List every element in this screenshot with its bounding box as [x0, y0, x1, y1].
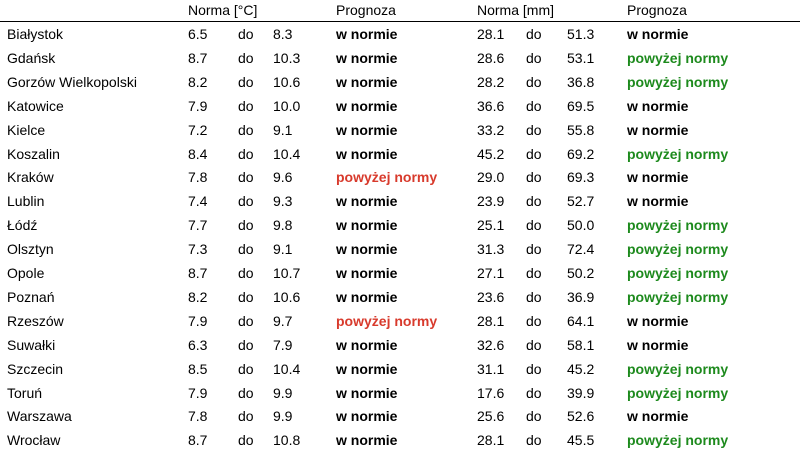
temperature-norm-max: 7.9	[273, 336, 293, 353]
temperature-range-connector: do	[238, 121, 254, 138]
precipitation-norm-max: 52.6	[567, 408, 595, 425]
city-name: Gdańsk	[7, 49, 56, 66]
temperature-forecast-status: w normie	[336, 288, 398, 305]
temperature-range-connector: do	[238, 26, 254, 42]
precipitation-norm-min: 33.2	[477, 121, 505, 138]
city-name: Olsztyn	[7, 241, 54, 258]
city-name: Warszawa	[7, 408, 72, 425]
temperature-forecast-status: w normie	[336, 145, 398, 162]
precipitation-forecast-status: w normie	[627, 312, 689, 329]
precipitation-forecast-status: w normie	[627, 408, 689, 425]
city-name: Toruń	[7, 384, 43, 401]
precipitation-forecast-status: powyżej normy	[627, 217, 729, 234]
precipitation-range-connector: do	[526, 432, 542, 449]
temperature-range-connector: do	[238, 312, 254, 329]
city-name: Suwałki	[7, 336, 56, 353]
table-row	[0, 94, 800, 118]
temperature-forecast-status: w normie	[336, 193, 398, 210]
header-precipitation-norm: Norma [mm]	[477, 2, 554, 18]
precipitation-forecast-status: powyżej normy	[627, 288, 729, 305]
temperature-norm-max: 10.4	[273, 360, 301, 377]
city-name: Gorzów Wielkopolski	[7, 73, 137, 90]
precipitation-norm-min: 29.0	[477, 169, 505, 186]
temperature-norm-min: 7.7	[188, 217, 208, 234]
temperature-forecast-status: w normie	[336, 26, 398, 42]
precipitation-norm-min: 27.1	[477, 265, 505, 281]
temperature-range-connector: do	[238, 169, 254, 186]
temperature-forecast-status: w normie	[336, 265, 398, 281]
precipitation-range-connector: do	[526, 73, 542, 90]
precipitation-range-connector: do	[526, 169, 542, 186]
temperature-norm-max: 10.0	[273, 97, 301, 114]
temperature-norm-max: 10.4	[273, 145, 301, 162]
precipitation-range-connector: do	[526, 193, 542, 210]
precipitation-range-connector: do	[526, 336, 542, 353]
table-row	[0, 285, 800, 309]
temperature-norm-min: 7.3	[188, 241, 208, 258]
precipitation-norm-min: 28.1	[477, 26, 505, 42]
header-precipitation-forecast: Prognoza	[627, 2, 687, 18]
precipitation-norm-min: 23.6	[477, 288, 505, 305]
temperature-norm-min: 7.8	[188, 408, 208, 425]
temperature-forecast-status: w normie	[336, 97, 398, 114]
city-name: Lublin	[7, 193, 45, 210]
precipitation-norm-max: 69.2	[567, 145, 595, 162]
temperature-norm-max: 9.1	[273, 121, 293, 138]
precipitation-norm-min: 31.3	[477, 241, 505, 258]
precipitation-norm-min: 32.6	[477, 336, 505, 353]
precipitation-norm-min: 36.6	[477, 97, 505, 114]
temperature-norm-min: 8.4	[188, 145, 208, 162]
city-name: Wrocław	[7, 432, 61, 449]
temperature-forecast-status: w normie	[336, 49, 398, 66]
table-row	[0, 46, 800, 70]
precipitation-forecast-status: powyżej normy	[627, 384, 729, 401]
table-header	[0, 0, 800, 22]
precipitation-norm-min: 23.9	[477, 193, 505, 210]
table-row	[0, 70, 800, 94]
city-name: Szczecin	[7, 360, 64, 377]
city-name: Kielce	[7, 121, 46, 138]
table-row	[0, 165, 800, 189]
precipitation-norm-max: 50.2	[567, 265, 595, 281]
temperature-range-connector: do	[238, 145, 254, 162]
precipitation-range-connector: do	[526, 121, 542, 138]
city-name: Łódź	[7, 217, 38, 234]
city-name: Opole	[7, 265, 45, 281]
temperature-norm-max: 10.7	[273, 265, 301, 281]
temperature-range-connector: do	[238, 49, 254, 66]
temperature-forecast-status: w normie	[336, 73, 398, 90]
header-temperature-norm: Norma [°C]	[188, 2, 258, 18]
temperature-forecast-status: w normie	[336, 360, 398, 377]
table-row	[0, 261, 800, 285]
precipitation-norm-min: 28.2	[477, 73, 505, 90]
temperature-norm-min: 7.8	[188, 169, 208, 186]
temperature-norm-max: 9.9	[273, 408, 293, 425]
temperature-forecast-status: w normie	[336, 432, 398, 449]
precipitation-norm-min: 28.1	[477, 432, 505, 449]
precipitation-forecast-status: powyżej normy	[627, 432, 729, 449]
temperature-norm-min: 6.3	[188, 336, 208, 353]
precipitation-forecast-status: w normie	[627, 336, 689, 353]
table-row	[0, 357, 800, 381]
temperature-norm-min: 7.2	[188, 121, 208, 138]
temperature-norm-min: 8.2	[188, 288, 208, 305]
precipitation-forecast-status: powyżej normy	[627, 265, 729, 281]
temperature-norm-min: 7.9	[188, 384, 208, 401]
precipitation-norm-max: 53.1	[567, 49, 595, 66]
precipitation-range-connector: do	[526, 241, 542, 258]
precipitation-norm-max: 58.1	[567, 336, 595, 353]
precipitation-norm-min: 31.1	[477, 360, 505, 377]
precipitation-norm-max: 55.8	[567, 121, 595, 138]
table-row	[0, 333, 800, 357]
precipitation-forecast-status: w normie	[627, 97, 689, 114]
temperature-norm-min: 8.7	[188, 265, 208, 281]
temperature-norm-max: 10.6	[273, 73, 301, 90]
temperature-forecast-status: w normie	[336, 241, 398, 258]
city-name: Białystok	[7, 26, 64, 42]
precipitation-norm-min: 28.1	[477, 312, 505, 329]
temperature-norm-max: 9.9	[273, 384, 293, 401]
temperature-range-connector: do	[238, 265, 254, 281]
precipitation-range-connector: do	[526, 26, 542, 42]
table-row	[0, 404, 800, 428]
temperature-norm-max: 9.7	[273, 312, 293, 329]
precipitation-range-connector: do	[526, 49, 542, 66]
precipitation-norm-min: 25.1	[477, 217, 505, 234]
temperature-range-connector: do	[238, 288, 254, 305]
temperature-range-connector: do	[238, 408, 254, 425]
precipitation-norm-max: 72.4	[567, 241, 595, 258]
precipitation-forecast-status: powyżej normy	[627, 360, 729, 377]
precipitation-forecast-status: w normie	[627, 193, 689, 210]
temperature-range-connector: do	[238, 217, 254, 234]
temperature-range-connector: do	[238, 193, 254, 210]
precipitation-range-connector: do	[526, 408, 542, 425]
city-name: Kraków	[7, 169, 54, 186]
temperature-norm-min: 7.9	[188, 97, 208, 114]
table-row	[0, 142, 800, 166]
temperature-forecast-status: w normie	[336, 217, 398, 234]
temperature-norm-min: 8.7	[188, 49, 208, 66]
temperature-norm-max: 9.1	[273, 241, 293, 258]
precipitation-forecast-status: powyżej normy	[627, 145, 729, 162]
precipitation-norm-min: 25.6	[477, 408, 505, 425]
temperature-forecast-status: powyżej normy	[336, 169, 438, 186]
temperature-norm-min: 8.7	[188, 432, 208, 449]
temperature-forecast-status: w normie	[336, 121, 398, 138]
table-row	[0, 189, 800, 213]
precipitation-range-connector: do	[526, 217, 542, 234]
temperature-range-connector: do	[238, 97, 254, 114]
precipitation-range-connector: do	[526, 97, 542, 114]
temperature-forecast-status: w normie	[336, 336, 398, 353]
precipitation-range-connector: do	[526, 145, 542, 162]
temperature-norm-max: 10.3	[273, 49, 301, 66]
precipitation-norm-max: 64.1	[567, 312, 595, 329]
temperature-range-connector: do	[238, 360, 254, 377]
temperature-range-connector: do	[238, 384, 254, 401]
precipitation-norm-max: 45.5	[567, 432, 595, 449]
precipitation-norm-max: 51.3	[567, 26, 595, 42]
temperature-forecast-status: w normie	[336, 408, 398, 425]
temperature-range-connector: do	[238, 336, 254, 353]
table-row	[0, 381, 800, 405]
table-row	[0, 213, 800, 237]
table-row	[0, 118, 800, 142]
precipitation-forecast-status: w normie	[627, 169, 689, 186]
precipitation-range-connector: do	[526, 360, 542, 377]
precipitation-norm-min: 45.2	[477, 145, 505, 162]
table-row	[0, 428, 800, 452]
precipitation-range-connector: do	[526, 288, 542, 305]
precipitation-norm-max: 36.8	[567, 73, 595, 90]
temperature-norm-min: 8.5	[188, 360, 208, 377]
precipitation-norm-max: 69.5	[567, 97, 595, 114]
city-name: Poznań	[7, 288, 55, 305]
city-name: Rzeszów	[7, 312, 64, 329]
temperature-norm-max: 8.3	[273, 26, 293, 42]
temperature-norm-min: 7.9	[188, 312, 208, 329]
precipitation-norm-min: 17.6	[477, 384, 505, 401]
precipitation-range-connector: do	[526, 265, 542, 281]
table-row	[0, 309, 800, 333]
temperature-norm-min: 8.2	[188, 73, 208, 90]
precipitation-norm-max: 45.2	[567, 360, 595, 377]
precipitation-norm-max: 36.9	[567, 288, 595, 305]
precipitation-norm-max: 52.7	[567, 193, 595, 210]
precipitation-forecast-status: powyżej normy	[627, 241, 729, 258]
temperature-norm-max: 9.6	[273, 169, 293, 186]
city-name: Katowice	[7, 97, 64, 114]
precipitation-forecast-status: w normie	[627, 121, 689, 138]
precipitation-norm-max: 69.3	[567, 169, 595, 186]
temperature-forecast-status: powyżej normy	[336, 312, 438, 329]
table-row	[0, 237, 800, 261]
precipitation-norm-max: 39.9	[567, 384, 595, 401]
temperature-range-connector: do	[238, 241, 254, 258]
temperature-norm-max: 10.6	[273, 288, 301, 305]
temperature-norm-max: 9.3	[273, 193, 293, 210]
temperature-norm-min: 6.5	[188, 26, 208, 42]
precipitation-range-connector: do	[526, 384, 542, 401]
precipitation-forecast-status: powyżej normy	[627, 49, 729, 66]
temperature-range-connector: do	[238, 432, 254, 449]
table-row	[0, 22, 800, 46]
header-temperature-forecast: Prognoza	[336, 2, 396, 18]
temperature-range-connector: do	[238, 73, 254, 90]
temperature-norm-max: 10.8	[273, 432, 301, 449]
precipitation-forecast-status: powyżej normy	[627, 73, 729, 90]
precipitation-range-connector: do	[526, 312, 542, 329]
precipitation-norm-max: 50.0	[567, 217, 595, 234]
precipitation-forecast-status: w normie	[627, 26, 689, 42]
temperature-forecast-status: w normie	[336, 384, 398, 401]
precipitation-norm-min: 28.6	[477, 49, 505, 66]
temperature-norm-max: 9.8	[273, 217, 293, 234]
temperature-norm-min: 7.4	[188, 193, 208, 210]
city-name: Koszalin	[7, 145, 60, 162]
